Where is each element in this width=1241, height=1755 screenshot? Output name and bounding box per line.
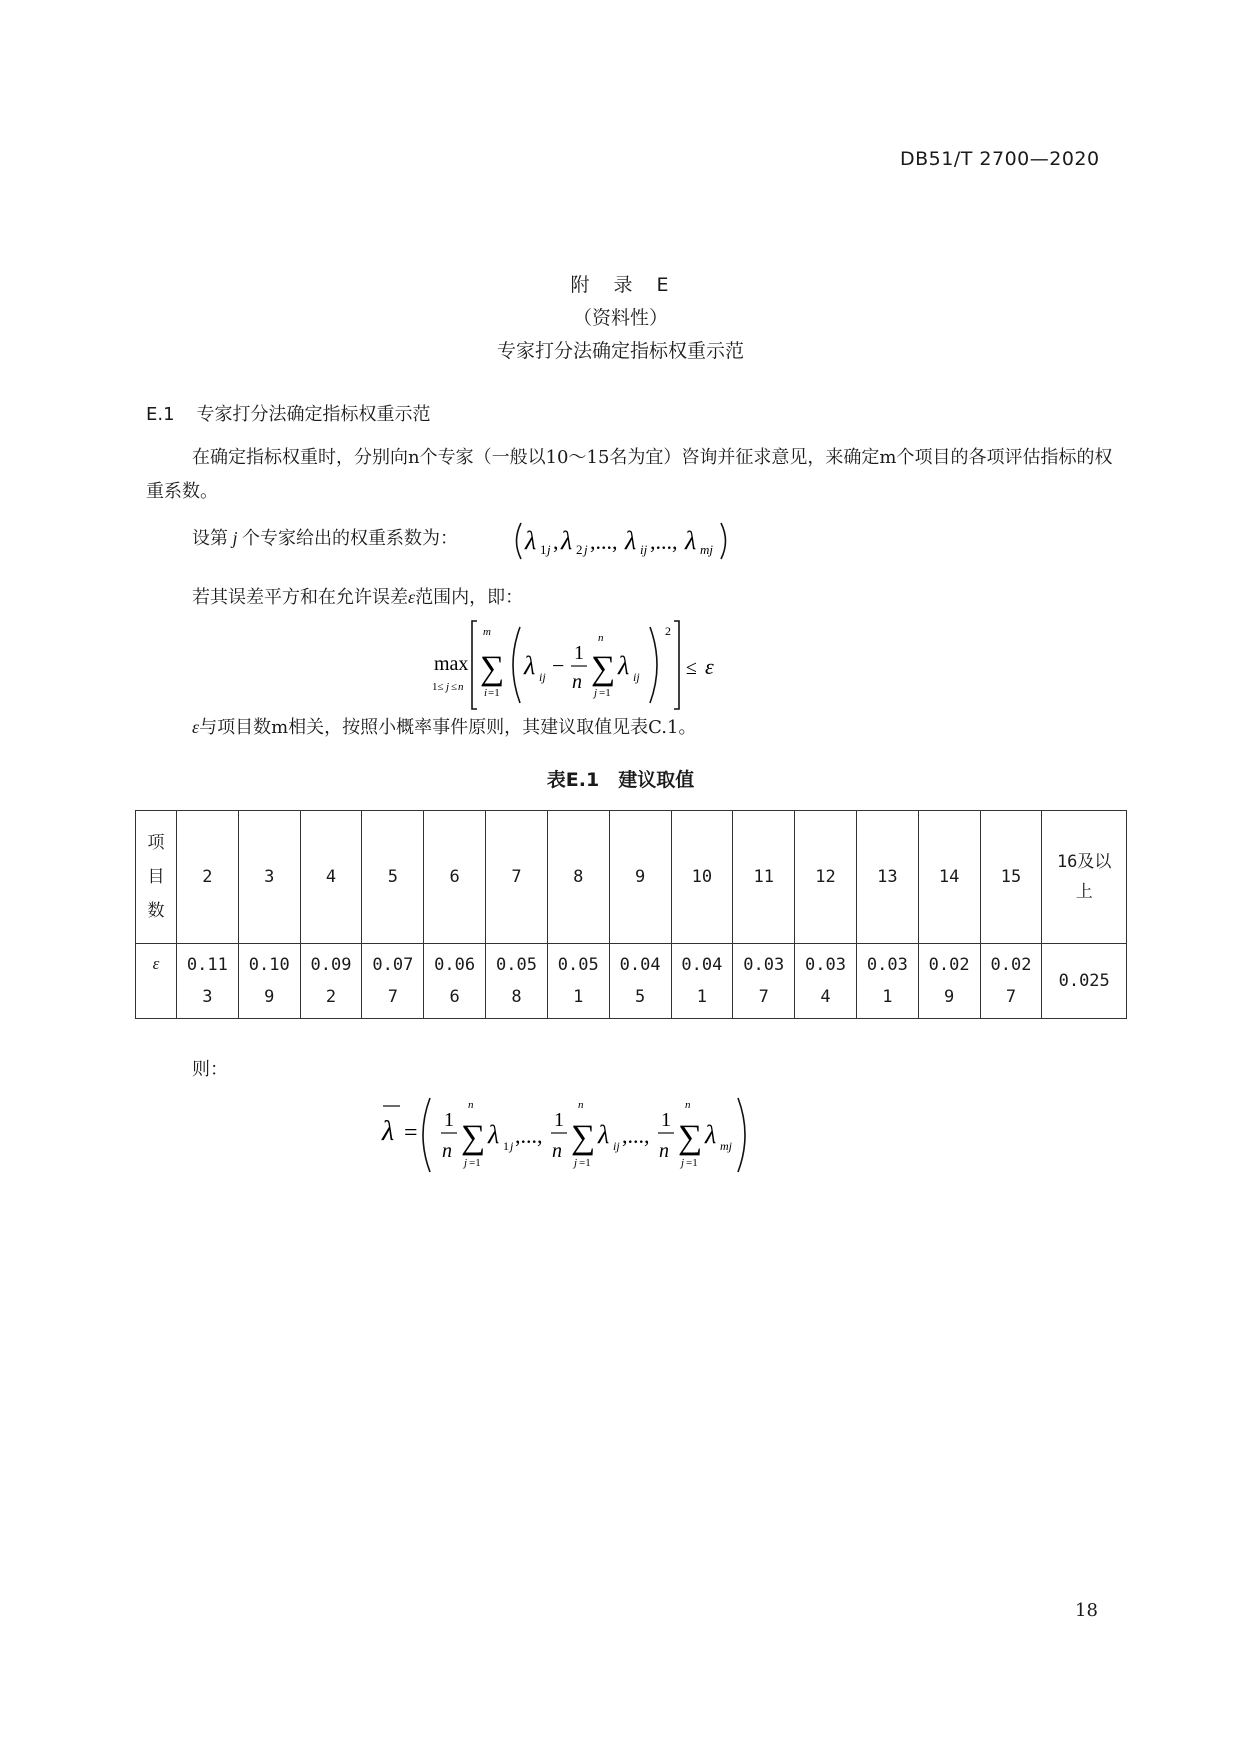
svg-text:λ: λ [524,651,536,680]
svg-text:2: 2 [576,542,583,557]
table-cell: 0.034 [795,944,857,1019]
table-cell: 0.045 [609,944,671,1019]
svg-text:1: 1 [554,1109,564,1131]
svg-text:j: j [574,1157,578,1169]
svg-text:j: j [547,542,551,557]
svg-text:mj: mj [720,1139,732,1153]
svg-text:n: n [659,1140,669,1162]
formula-weight-vector [513,519,743,563]
table-cell: 14 [918,811,980,944]
svg-text:n: n [685,1099,691,1111]
svg-text:λ: λ [618,651,630,680]
svg-text:,...,: ,..., [590,529,618,554]
row-label-epsilon: ε [136,944,177,1019]
table-cell: 0.109 [238,944,300,1019]
svg-text:1≤: 1≤ [432,681,444,693]
table-cell: 8 [547,811,609,944]
svg-text:ij: ij [613,1139,620,1153]
table-cell: 0.041 [671,944,733,1019]
weights-prefix: 设第 [192,528,228,549]
svg-text:λ: λ [525,526,537,555]
table-cell: 10 [671,811,733,944]
table-cell: 0.029 [918,944,980,1019]
svg-text:1: 1 [444,1109,454,1131]
paragraph-intro: 在确定指标权重时，分别向n个专家（一般以10～15名为宜）咨询并征求意见，来确定m个项目的各项评估指标的权重系数。 [146,447,1113,502]
table-cell: 0.058 [486,944,548,1019]
table-cell: 0.077 [362,944,424,1019]
svg-text:n: n [458,681,464,693]
table-row-item-count [136,811,1127,944]
table-row-epsilon [136,944,1127,1019]
table-cell: 5 [362,811,424,944]
svg-text:≤: ≤ [686,657,697,679]
paragraph-then: 则： [192,1059,228,1080]
svg-text:∑: ∑ [678,1119,703,1156]
svg-text:≤: ≤ [451,681,458,693]
svg-text:,...,: ,..., [622,1123,650,1148]
table-cell: 13 [856,811,918,944]
formula-mean-weight [378,1090,758,1180]
section-heading [146,400,431,426]
svg-text:j: j [681,1157,685,1169]
table-cell: 12 [795,811,857,944]
svg-text:j: j [446,681,450,693]
svg-text:j: j [510,1139,514,1153]
svg-text:1: 1 [503,1139,509,1153]
table-cell: 3 [238,811,300,944]
paragraph-epsilon-note [146,710,1116,745]
svg-text:λ: λ [705,1120,717,1149]
svg-text:n: n [598,632,604,644]
svg-text:j: j [594,687,598,699]
formula-max-condition [430,615,730,715]
svg-text:,: , [553,529,559,554]
svg-text:=1: =1 [686,1157,698,1169]
svg-text:2: 2 [665,624,671,638]
weights-suffix: 个专家给出的权重系数为： [242,528,459,549]
table-cell: 0.113 [177,944,239,1019]
svg-text:n: n [442,1140,452,1162]
svg-text:∑: ∑ [591,650,616,687]
svg-text:ij: ij [640,542,648,557]
table-cell: 7 [486,811,548,944]
svg-text:ε: ε [705,654,714,679]
svg-text:−: − [552,653,565,678]
paragraph-error [146,580,1116,615]
table-cell: 11 [733,811,795,944]
row-label-item-count: 项 目 数 [136,811,177,944]
svg-text:j: j [584,542,588,557]
svg-text:=: = [404,1120,418,1146]
svg-text:1: 1 [574,642,584,664]
svg-text:ij: ij [633,670,640,684]
table-cell: 6 [424,811,486,944]
svg-text:,...,: ,..., [650,529,678,554]
error-prefix: 若其误差平方和在允许误差 [192,587,408,608]
svg-text:=1: =1 [599,687,611,699]
table-cell: 4 [300,811,362,944]
table-cell: 16及以上 [1042,811,1127,944]
svg-text:λ: λ [598,1120,610,1149]
table-cell: 9 [609,811,671,944]
table-cell: 0.066 [424,944,486,1019]
svg-text:,...,: ,..., [515,1123,543,1148]
table-cell: 0.027 [980,944,1042,1019]
table-cell: 0.031 [856,944,918,1019]
svg-text:m: m [483,626,491,638]
table-cell: 15 [980,811,1042,944]
error-suffix: 范围内，即： [415,587,524,608]
svg-text:λ: λ [561,526,573,555]
svg-text:λ: λ [382,1116,395,1147]
svg-text:i: i [484,687,488,699]
svg-text:n: n [578,1099,584,1111]
table-cell: 0.051 [547,944,609,1019]
appendix-title: 附 录 E [570,274,671,296]
var-epsilon: ε [408,587,416,607]
svg-text:max: max [434,653,469,675]
table-caption: 表E.1 建议取值 [546,769,695,791]
svg-text:j: j [464,1157,468,1169]
section-title: 专家打分法确定指标权重示范 [196,404,431,425]
svg-text:mj: mj [700,542,713,557]
table-cell: 2 [177,811,239,944]
svg-text:=1: =1 [469,1157,481,1169]
svg-text:∑: ∑ [461,1119,486,1156]
var-j: j [232,528,238,548]
svg-text:1: 1 [661,1109,671,1131]
svg-text:n: n [468,1099,474,1111]
svg-text:λ: λ [625,526,637,555]
svg-text:∑: ∑ [571,1119,596,1156]
svg-text:∑: ∑ [480,650,505,687]
appendix-name: 专家打分法确定指标权重示范 [496,340,744,362]
svg-text:=1: =1 [488,687,500,699]
appendix-type: （资料性） [572,307,668,329]
document-code: DB51/T 2700—2020 [900,148,1100,170]
var-epsilon-2: ε [192,717,200,737]
section-number: E.1 [146,404,175,425]
svg-text:λ: λ [685,526,697,555]
svg-text:1: 1 [540,542,547,557]
page-number: 18 [1075,1600,1098,1621]
svg-text:ij: ij [539,670,546,684]
svg-text:n: n [572,671,582,693]
svg-text:λ: λ [488,1120,500,1149]
svg-text:n: n [552,1140,562,1162]
table-cell: 0.025 [1042,944,1127,1019]
epsilon-note-text: 与项目数m相关，按照小概率事件原则，其建议取值见表C.1。 [199,717,697,738]
table-cell: 0.037 [733,944,795,1019]
svg-text:=1: =1 [579,1157,591,1169]
suggested-values-table [135,810,1127,1019]
table-cell: 0.092 [300,944,362,1019]
